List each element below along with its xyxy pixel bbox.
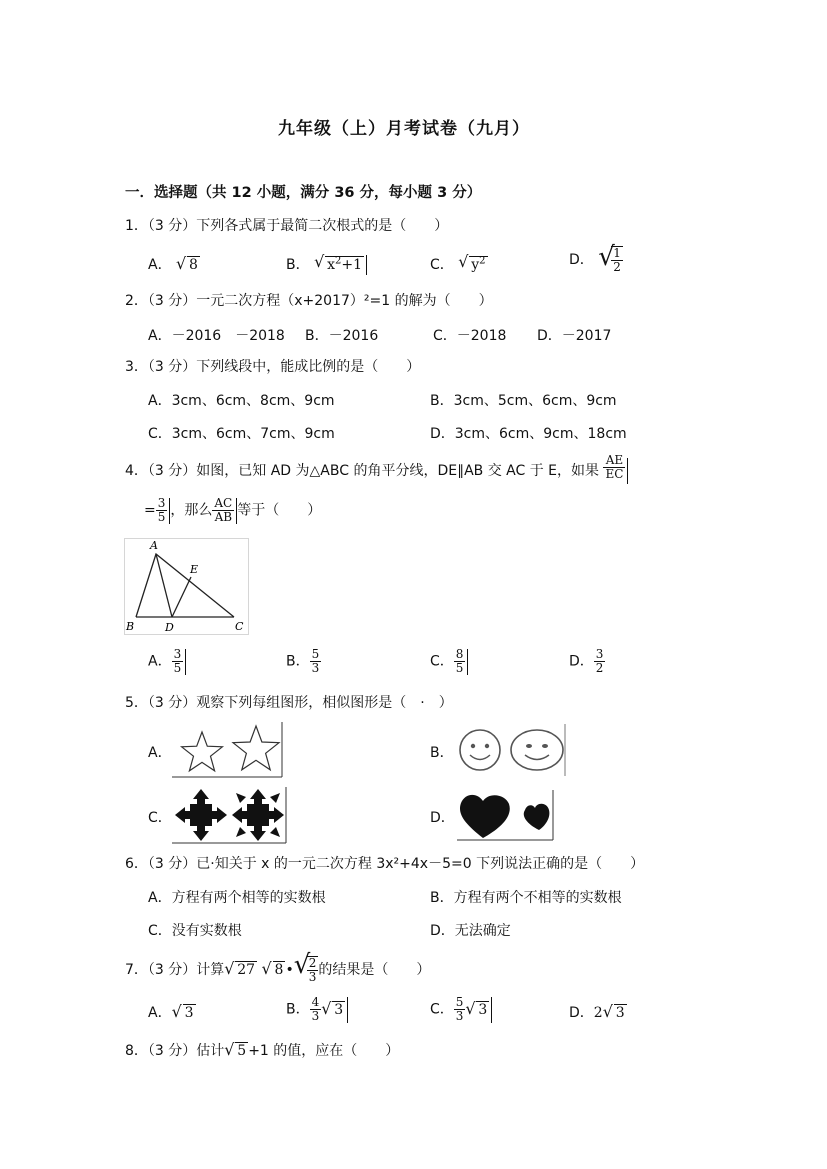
q7-option-d: D．2 √ 3: [569, 1002, 625, 1021]
sqrt-expression: √ 8: [176, 254, 198, 273]
q7-option-a: A． √ 3: [148, 1002, 194, 1021]
vertex-c: C: [235, 620, 244, 633]
page-title: 九年级（上）月考试卷（九月）: [278, 119, 530, 139]
smiley-pair-icon: [455, 722, 567, 778]
q3-option-d: D．3cm、6cm、9cm、18cm: [430, 426, 627, 442]
sqrt-5: √ 5: [224, 1040, 247, 1059]
q2-option-a: A．－2016 －2018: [148, 328, 285, 344]
q1-option-b: [286, 254, 367, 275]
q4-option-c: C． $\frac{8}{5}$: [430, 648, 468, 675]
q5-option-c: C．: [148, 810, 172, 826]
q3-option-c: C．3cm、6cm、7cm、9cm: [148, 426, 335, 442]
q6-option-c: C．没有实数根: [148, 923, 242, 939]
question-8: 8．（3 分）估计 √ 5 +1 的值，应在（ ）: [125, 1040, 400, 1059]
q6-option-d: D．无法确定: [430, 923, 511, 939]
q2-option-b: B．－2016: [305, 328, 379, 344]
q3-option-a: A．3cm、6cm、8cm、9cm: [148, 393, 335, 409]
vertex-b: B: [126, 620, 135, 633]
q1-option-a: [148, 254, 200, 274]
question-3: 3．（3 分）下列线段中，能成比例的是（ ）: [125, 359, 421, 375]
q2-option-c: C．－2018: [433, 328, 507, 344]
q5-option-a: A．: [148, 745, 172, 761]
q7-option-b: B． $\frac{4}{3}$ √ 3: [286, 996, 348, 1023]
sqrt-expression: √ $y^2$: [458, 252, 486, 273]
section-heading: 一．选择题（共 12 小题，满分 36 分，每小题 3 分）: [125, 185, 482, 201]
q1-option-d: [569, 242, 623, 274]
sqrt-fraction: √ $\frac{1}{2}$: [598, 242, 621, 274]
question-7: 7．（3 分）计算 √ 27 √ 8 • √ $\frac{2}{3}$ 的结果是（ ）: [125, 950, 431, 984]
question-6: 6．（3 分）已·知关于 x 的一元二次方程 3x²+4x－5=0 下列说法正确的是（ ）: [125, 856, 645, 872]
sqrt-8: √ 8: [261, 959, 284, 978]
q1-option-c: [430, 254, 488, 274]
triangle-figure: [124, 538, 250, 638]
q6-option-a: A．方程有两个相等的实数根: [148, 890, 326, 906]
ratio-fraction: $\frac{AE}{EC}$: [605, 452, 624, 481]
value-fraction: $\frac{3}{5}$: [157, 496, 166, 524]
option-label: B．: [286, 257, 310, 273]
q5-option-d: D．: [430, 810, 455, 826]
heart-pair-icon: [455, 788, 555, 842]
arrow-cross-pair-icon: [172, 786, 288, 844]
sqrt-fraction: √ $\frac{2}{3}$: [293, 950, 317, 984]
q4-option-d: D． $\frac{3}{2}$: [569, 647, 604, 675]
q4-option-a: A． $\frac{3}{5}$: [148, 648, 186, 675]
sqrt-expression: √ $x^2+1$: [314, 252, 362, 273]
vertex-d: D: [165, 621, 174, 634]
question-5: 5．（3 分）观察下列每组图形，相似图形是（ · ）: [125, 695, 453, 711]
star-pair-icon: [172, 720, 284, 780]
q6-option-b: B．方程有两个不相等的实数根: [430, 890, 622, 906]
option-label: C．: [430, 257, 454, 273]
question-2: 2．（3 分）一元二次方程（x+2017）²=1 的解为（ ）: [125, 293, 493, 309]
q3-option-b: B．3cm、5cm、6cm、9cm: [430, 393, 617, 409]
vertex-a: A: [150, 539, 158, 552]
question-4: 4．（3 分）如图，已知 AD 为△ABC 的角平分线，DE∥AB 交 AC 于 E，如果 $\frac{AE}{EC}$: [125, 458, 628, 484]
sqrt-27: √ 27: [224, 959, 256, 978]
option-label: A．: [148, 257, 172, 273]
q7-option-c: C． $\frac{5}{3}$ √ 3: [430, 996, 492, 1023]
option-label: D．: [569, 252, 594, 268]
ask-fraction: $\frac{AC}{AB}$: [214, 496, 233, 524]
q2-option-d: D．－2017: [537, 328, 612, 344]
q4-option-b: B． $\frac{5}{3}$: [286, 647, 320, 675]
question-4-line2: = $\frac{3}{5}$ ，那么 $\frac{AC}{AB}$ 等于（ ）: [144, 496, 322, 524]
question-1: 1．（3 分）下列各式属于最简二次根式的是（ ）: [125, 218, 449, 234]
q5-option-b: B．: [430, 745, 454, 761]
vertex-e: E: [190, 563, 199, 576]
